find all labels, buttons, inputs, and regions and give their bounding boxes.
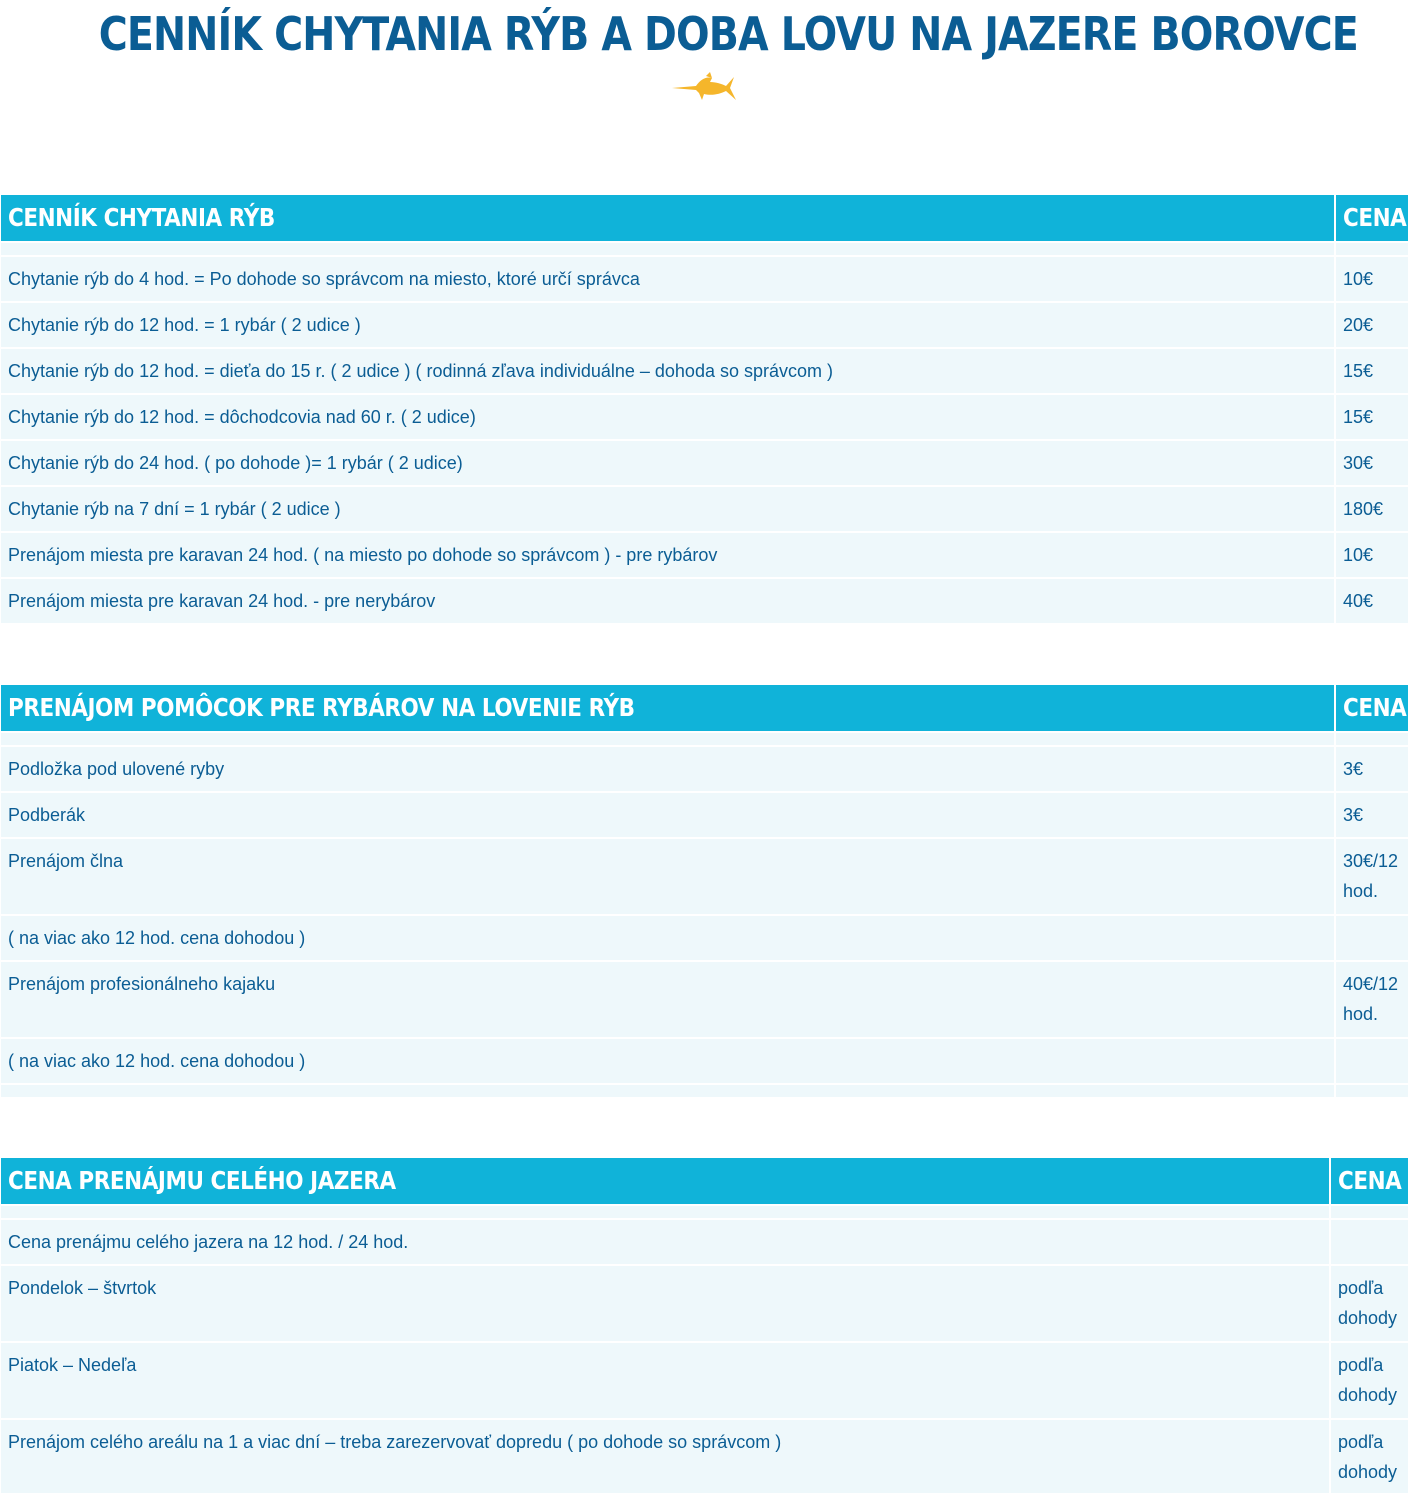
item-price: 10€ xyxy=(1334,533,1408,577)
item-label: Prenájom profesionálneho kajaku xyxy=(8,974,276,994)
swordfish-icon xyxy=(672,72,738,104)
equipment-rental-table xyxy=(1,685,1408,1097)
item-label: Chytanie rýb do 4 hod. = Po dohode so správcom na miesto, ktoré určí správca xyxy=(8,269,640,289)
table-row xyxy=(1,255,1408,301)
table-spacer xyxy=(1,241,1408,255)
item-price: 40€/12 hod. xyxy=(1334,962,1408,1037)
item-label: Chytanie rýb na 7 dní = 1 rybár ( 2 udice ) xyxy=(8,499,341,519)
item-price: podľa dohody xyxy=(1329,1420,1408,1493)
lake-rental-table xyxy=(1,1158,1408,1493)
item-price: 180€ xyxy=(1334,487,1408,531)
table-row xyxy=(1,837,1408,914)
item-price xyxy=(1334,916,1408,960)
item-label: Prenájom celého areálu na 1 a viac dní – treba zarezervovať dopredu ( po dohode so správcom ) xyxy=(8,1432,782,1452)
item-price: 40€ xyxy=(1334,579,1408,623)
table-header-price: CENA xyxy=(1329,1158,1408,1204)
table-row xyxy=(1,914,1408,960)
table-row xyxy=(1,439,1408,485)
table-row xyxy=(1,791,1408,837)
item-price: podľa dohody xyxy=(1329,1343,1408,1418)
table-row xyxy=(1,301,1408,347)
table-header-title: CENA PRENÁJMU CELÉHO JAZERA xyxy=(8,1166,396,1195)
item-label: Cena prenájmu celého jazera na 12 hod. / 24 hod. xyxy=(8,1232,409,1252)
table-row xyxy=(1,1418,1408,1493)
item-price xyxy=(1329,1220,1408,1264)
fishing-price-table xyxy=(1,195,1408,623)
item-label: Prenájom miesta pre karavan 24 hod. - pre nerybárov xyxy=(8,591,436,611)
table-header xyxy=(1,685,1408,731)
table-header-price: CENA xyxy=(1334,685,1408,731)
item-price: 3€ xyxy=(1334,793,1408,837)
table-row xyxy=(1,347,1408,393)
table-header xyxy=(1,1158,1408,1204)
table-spacer xyxy=(1,1204,1408,1218)
item-price: 3€ xyxy=(1334,747,1408,791)
item-price: 15€ xyxy=(1334,349,1408,393)
table-row xyxy=(1,1341,1408,1418)
table-spacer xyxy=(1,731,1408,745)
item-price: 30€ xyxy=(1334,441,1408,485)
item-price: 20€ xyxy=(1334,303,1408,347)
item-label: Pondelok – štvrtok xyxy=(8,1278,157,1298)
table-row xyxy=(1,531,1408,577)
table-header-title: PRENÁJOM POMÔCOK PRE RYBÁROV NA LOVENIE RÝB xyxy=(8,693,635,722)
item-label: Chytanie rýb do 24 hod. ( po dohode )= 1 rybár ( 2 udice) xyxy=(8,453,463,473)
item-price: podľa dohody xyxy=(1329,1266,1408,1341)
table-header-price: CENA xyxy=(1334,195,1408,241)
item-label: Chytanie rýb do 12 hod. = dieťa do 15 r. ( 2 udice ) ( rodinná zľava individuálne – dohoda so správcom ) xyxy=(8,361,833,381)
item-price xyxy=(1334,1039,1408,1083)
item-label: Piatok – Nedeľa xyxy=(8,1355,137,1375)
item-label: Chytanie rýb do 12 hod. = dôchodcovia nad 60 r. ( 2 udice) xyxy=(8,407,476,427)
table-row xyxy=(1,1037,1408,1083)
table-header-title: CENNÍK CHYTANIA RÝB xyxy=(8,203,275,232)
page-title: CENNÍK CHYTANIA RÝB A DOBA LOVU NA JAZERE BOROVCE xyxy=(98,7,1358,61)
item-label: Prenájom miesta pre karavan 24 hod. ( na miesto po dohode so správcom ) - pre rybárov xyxy=(8,545,718,565)
table-row xyxy=(1,1218,1408,1264)
item-label: ( na viac ako 12 hod. cena dohodou ) xyxy=(8,928,306,948)
table-row xyxy=(1,485,1408,531)
item-label: ( na viac ako 12 hod. cena dohodou ) xyxy=(8,1051,306,1071)
table-row xyxy=(1,1264,1408,1341)
item-label: Chytanie rýb do 12 hod. = 1 rybár ( 2 udice ) xyxy=(8,315,361,335)
item-label: Prenájom člna xyxy=(8,851,124,871)
item-label: Podberák xyxy=(8,805,86,825)
item-price: 10€ xyxy=(1334,257,1408,301)
table-row xyxy=(1,393,1408,439)
table-spacer xyxy=(1,1083,1408,1097)
table-row xyxy=(1,960,1408,1037)
table-row xyxy=(1,577,1408,623)
table-row xyxy=(1,745,1408,791)
item-label: Podložka pod ulovené ryby xyxy=(8,759,225,779)
item-price: 30€/12 hod. xyxy=(1334,839,1408,914)
table-header xyxy=(1,195,1408,241)
item-price: 15€ xyxy=(1334,395,1408,439)
